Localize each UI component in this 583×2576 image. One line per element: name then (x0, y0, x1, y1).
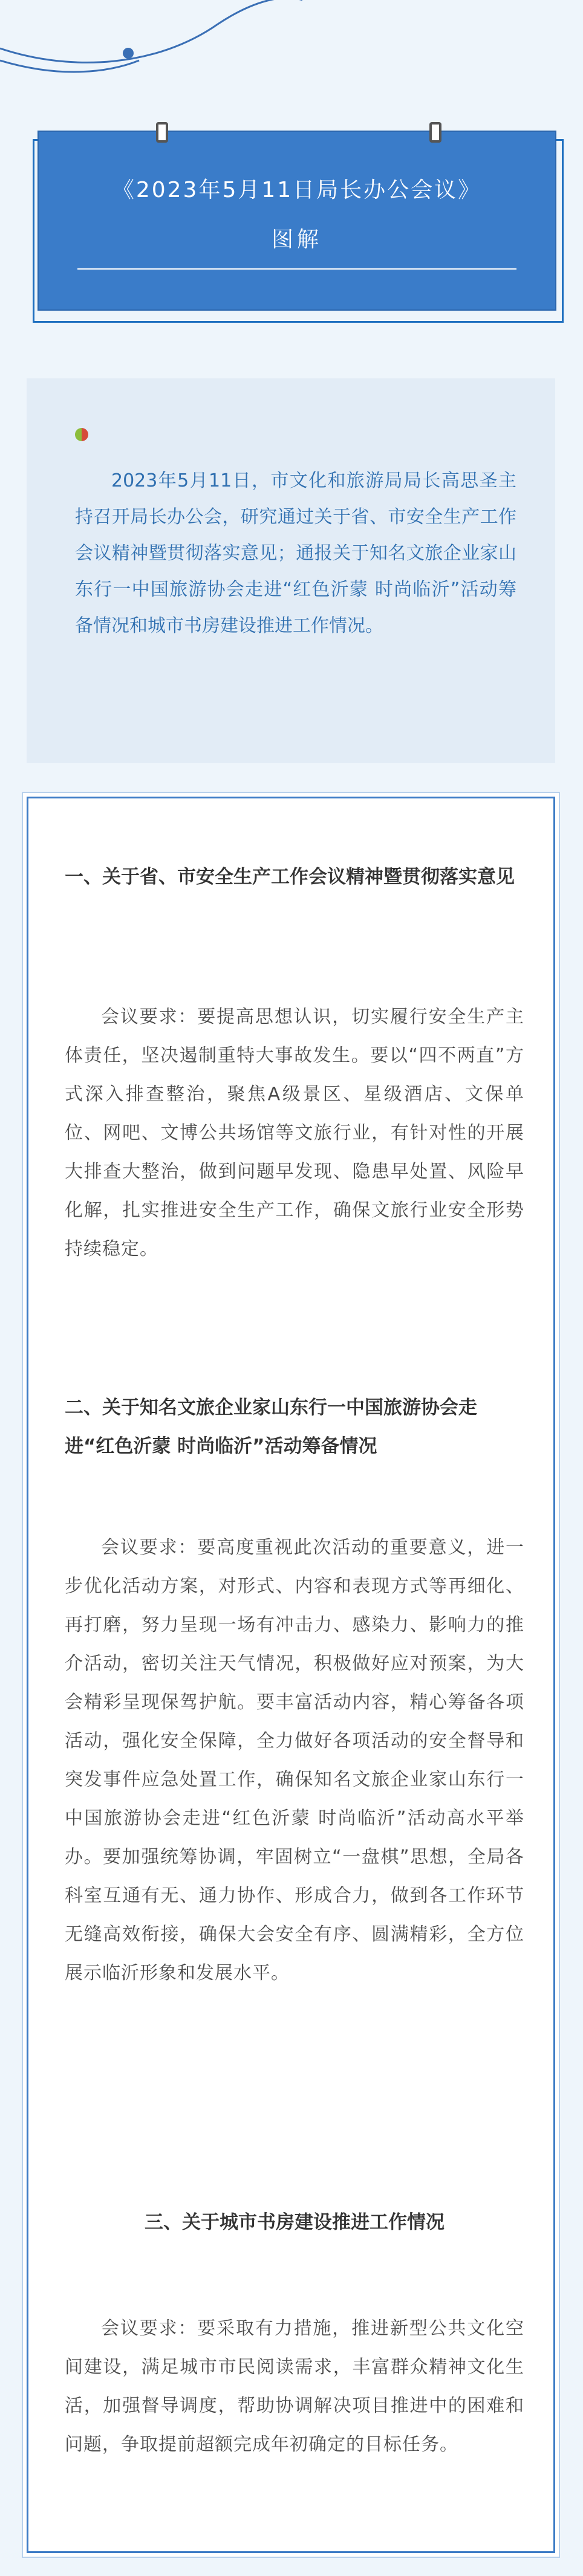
decorative-curves (0, 0, 583, 85)
content-box (27, 797, 555, 2553)
binder-clip-icon (429, 122, 441, 143)
title-banner (35, 127, 562, 326)
intro-box (27, 378, 555, 763)
page-subtitle: 图解 (271, 227, 322, 252)
decorative-dot-icon (123, 48, 134, 59)
section-3-title: 三、关于城市书房建设推进工作情况 (145, 2212, 445, 2233)
intro-paragraph: 2023年5月11日，市文化和旅游局局长高思圣主持召开局长办公会，研究通过关于省、市安全生产工作会议精神暨贯彻落实意见；通报关于知名文旅企业家山东行一中国旅游协会走进“红色沂蒙 时尚临沂”活动筹备情况和城市书房建设推进工作情况。 (75, 470, 516, 636)
section-3-body: 会议要求：要采取有力措施，推进新型公共文化空间建设，满足城市市民阅读需求，丰富群众精神文化生活，加强督导调度，帮助协调解决项目推进中的困难和问题，争取提前超额完成年初确定的目标任务。 (65, 2318, 524, 2455)
section-1-body: 会议要求：要提高思想认识，切实履行安全生产主体责任，坚决遏制重特大事故发生。要以“四不两直”方式深入排查整治，聚焦A级景区、星级酒店、文保单位、网吧、文博公共场馆等文旅行业，有针对性的开展大排查大整治，做到问题早发现、隐患早处置、风险早化解，扎实推进安全生产工作，确保文旅行业安全形势持续稳定。 (65, 1006, 524, 1260)
section-2-body: 会议要求：要高度重视此次活动的重要意义，进一步优化活动方案，对形式、内容和表现方式等再细化、再打磨，努力呈现一场有冲击力、感染力、影响力的推介活动，密切关注天气情况，积极做好应对预案，为大会精彩呈现保驾护航。要丰富活动内容，精心筹备各项活动，强化安全保障，全力做好各项活动的安全督导和突发事件应急处置工作，确保知名文旅企业家山东行一中国旅游协会走进“红色沂蒙 时尚临沂”活动高水平举办。要加强统筹协调，牢固树立“一盘棋”思想，全局各科室互通有无、通力协作、形成合力，做到各工作环节无缝高效衔接，确保大会安全有序、圆满精彩，全方位展示临沂形象和发展水平。 (65, 1537, 524, 1984)
section-2-title: 二、关于知名文旅企业家山东行一中国旅游协会走进“红色沂蒙 时尚临沂”活动筹备情况 (65, 1397, 477, 1457)
banner-panel (37, 131, 556, 311)
banner-divider (77, 268, 516, 270)
section-1-title: 一、关于省、市安全生产工作会议精神暨贯彻落实意见 (65, 866, 515, 888)
page-title: 《2023年5月11日局长办公会议》 (112, 178, 482, 202)
bullet-dot-icon (75, 428, 88, 441)
binder-clip-icon (156, 122, 168, 143)
